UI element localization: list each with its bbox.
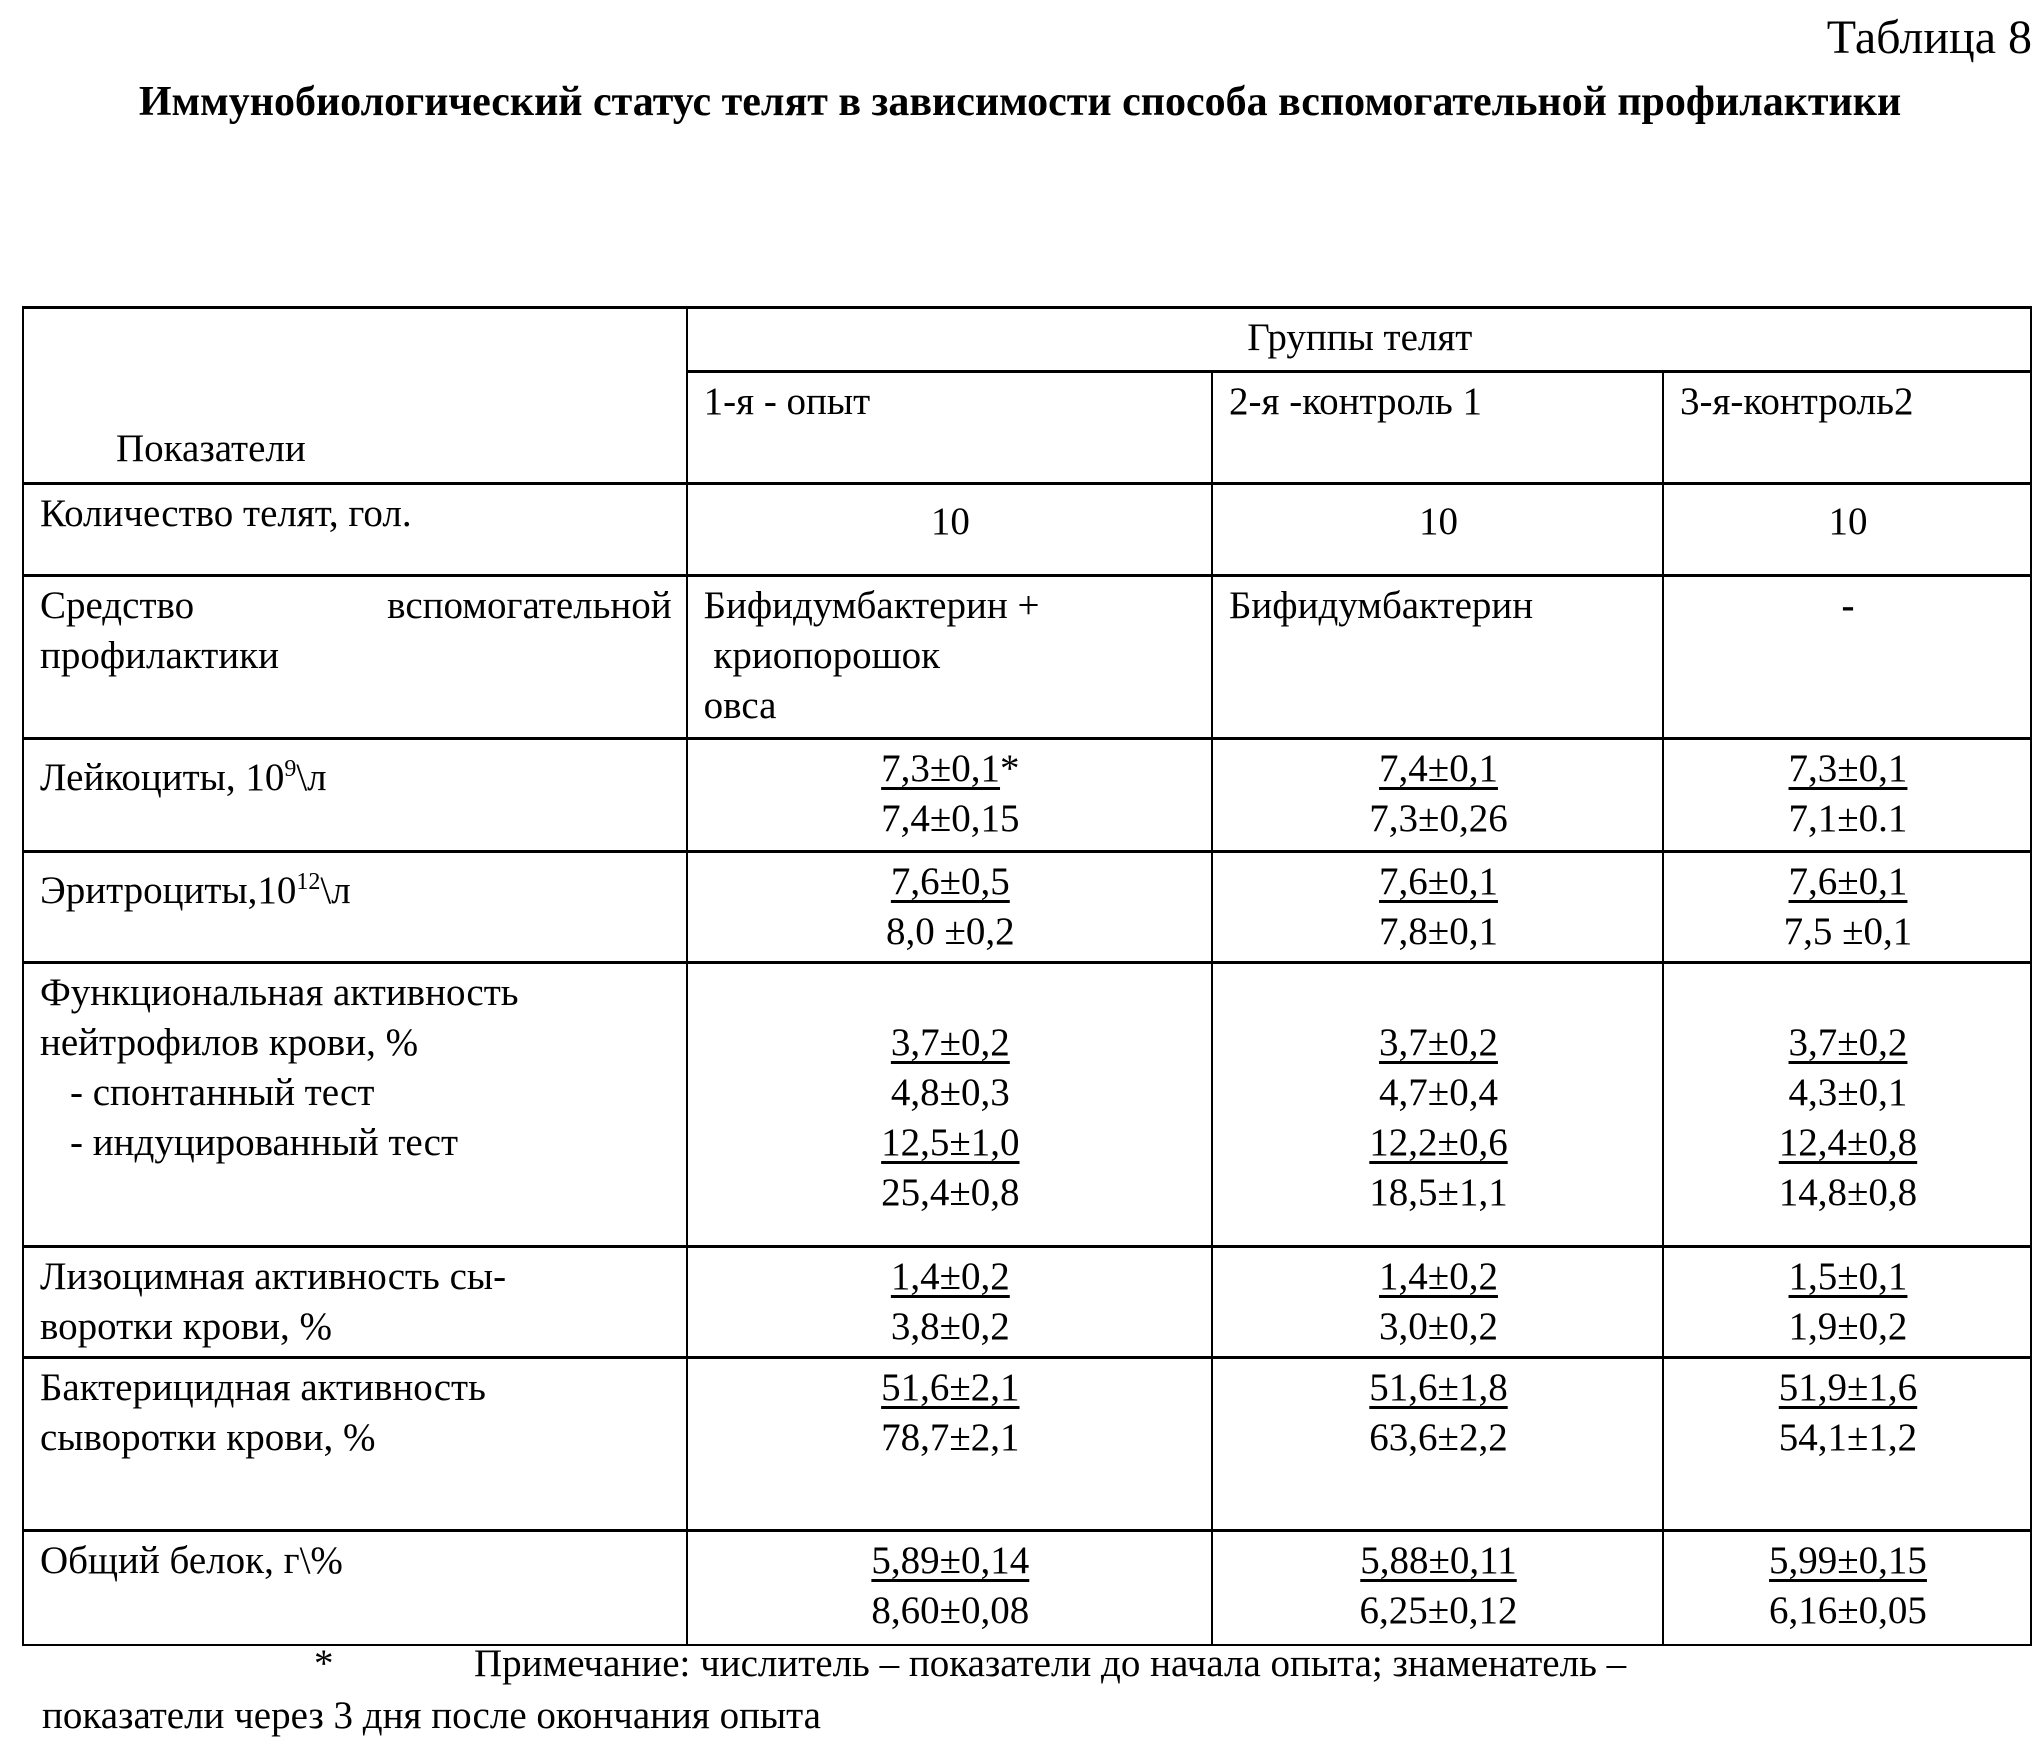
value-before: 51,6±2,1 (881, 1366, 1019, 1409)
value-cell: 10 (687, 484, 1212, 576)
row-leukocytes (23, 739, 2031, 852)
row-label (23, 963, 687, 1247)
value-after: 8,60±0,08 (704, 1586, 1197, 1636)
value-after: 4,8±0,3 (704, 1068, 1197, 1118)
agent-line: Бифидумбактерин + (704, 581, 1197, 631)
value-cell (1212, 739, 1663, 852)
value-after: 8,0 ±0,2 (704, 907, 1197, 957)
value-cell (687, 852, 1212, 963)
value-before: 51,9±1,6 (1779, 1366, 1917, 1409)
value-cell (1212, 576, 1663, 739)
footnote-line-1: Примечание: числитель – показатели до начала опыта; знаменатель – (474, 1642, 1626, 1685)
label-text: Лейкоциты, 10 (40, 756, 284, 799)
label-line: Бактерицидная активность (40, 1363, 672, 1413)
value-after: 7,4±0,15 (704, 794, 1197, 844)
value-cell (1212, 963, 1663, 1247)
label-line: - индуцированный тест (40, 1118, 672, 1168)
agent-line: - (1680, 581, 2016, 631)
value-before: 7,6±0,1 (1379, 860, 1498, 903)
value-before: 5,88±0,11 (1360, 1539, 1516, 1582)
label-line: воротки крови, % (40, 1302, 672, 1352)
header-indicators: Показатели (23, 308, 687, 484)
row-label (23, 1247, 687, 1358)
data-table (22, 306, 2032, 1646)
label-unit: \л (296, 756, 326, 799)
header-group-3: 3-я-контроль2 (1663, 372, 2031, 484)
table-number: Таблица 8 (1827, 10, 2032, 66)
table-title: Иммунобиологический статус телят в зависимости способа вспомогательной профилактики (120, 74, 1920, 130)
value-cell (687, 739, 1212, 852)
footnote-line-2: показатели через 3 дня после окончания опыта (42, 1690, 2002, 1742)
value-before: 3,7±0,2 (1379, 1021, 1498, 1064)
row-label: Количество телят, гол. (23, 484, 687, 576)
header-group-1: 1-я - опыт (687, 372, 1212, 484)
value-cell (1663, 576, 2031, 739)
value-after: 3,0±0,2 (1229, 1302, 1648, 1352)
value-before: 1,5±0,1 (1789, 1255, 1908, 1298)
agent-line: Бифидумбактерин (1229, 581, 1648, 631)
value-cell (1212, 852, 1663, 963)
value-after: 3,8±0,2 (704, 1302, 1197, 1352)
label-line: нейтрофилов крови, % (40, 1018, 672, 1068)
value-cell (1663, 1358, 2031, 1531)
row-lysozyme (23, 1247, 2031, 1358)
header-row-groups (23, 308, 2031, 372)
agent-line: овса (704, 681, 1197, 731)
label-line: Лизоцимная активность сы- (40, 1252, 672, 1302)
footnote (42, 1638, 2002, 1742)
row-protein (23, 1531, 2031, 1645)
value-after: 7,3±0,26 (1229, 794, 1648, 844)
value-before: 1,4±0,2 (1379, 1255, 1498, 1298)
label-line: - спонтанный тест (40, 1068, 672, 1118)
value-after: 54,1±1,2 (1680, 1413, 2016, 1463)
value-after: 6,25±0,12 (1229, 1586, 1648, 1636)
value-after: 63,6±2,2 (1229, 1413, 1648, 1463)
label-sup: 9 (284, 756, 296, 782)
row-label (23, 739, 687, 852)
header-groups: Группы телят (687, 308, 2031, 372)
value-after: 7,1±0.1 (1680, 794, 2016, 844)
value-cell (687, 1247, 1212, 1358)
value-after: 78,7±2,1 (704, 1413, 1197, 1463)
value-cell (1212, 1531, 1663, 1645)
value-before: 7,3±0,1 (881, 747, 1000, 790)
header-group-2: 2-я -контроль 1 (1212, 372, 1663, 484)
significance-mark: * (1000, 747, 1020, 790)
value-before: 7,6±0,1 (1789, 860, 1908, 903)
value-before: 1,4±0,2 (891, 1255, 1010, 1298)
value-after: 7,5 ±0,1 (1680, 907, 2016, 957)
value-before: 5,99±0,15 (1769, 1539, 1927, 1582)
value-after: 14,8±0,8 (1680, 1168, 2016, 1218)
value-cell (1663, 852, 2031, 963)
row-agent (23, 576, 2031, 739)
value-cell (1663, 739, 2031, 852)
row-neutrophils (23, 963, 2031, 1247)
value-before: 7,4±0,1 (1379, 747, 1498, 790)
row-label: Общий белок, г\% (23, 1531, 687, 1645)
value-cell: 10 (1212, 484, 1663, 576)
row-bactericidal (23, 1358, 2031, 1531)
agent-line: криопорошок (704, 631, 1197, 681)
row-label: Средство вспомогательной профилактики (23, 576, 687, 739)
row-label (23, 1358, 687, 1531)
value-after: 4,7±0,4 (1229, 1068, 1648, 1118)
value-before: 3,7±0,2 (1789, 1021, 1908, 1064)
value-cell (1663, 963, 2031, 1247)
footnote-star: * (314, 1638, 474, 1690)
row-erythrocytes (23, 852, 2031, 963)
value-after: 18,5±1,1 (1229, 1168, 1648, 1218)
value-cell (1663, 1531, 2031, 1645)
value-after: 6,16±0,05 (1680, 1586, 2016, 1636)
value-before: 51,6±1,8 (1369, 1366, 1507, 1409)
value-cell: 10 (1663, 484, 2031, 576)
label-text: Эритроциты,10 (40, 869, 296, 912)
value-before: 12,5±1,0 (881, 1121, 1019, 1164)
value-after: 7,8±0,1 (1229, 907, 1648, 957)
value-cell (1663, 1247, 2031, 1358)
row-label (23, 852, 687, 963)
value-after: 4,3±0,1 (1680, 1068, 2016, 1118)
label-line: Функциональная активность (40, 968, 672, 1018)
value-before: 12,4±0,8 (1779, 1121, 1917, 1164)
value-cell (1212, 1247, 1663, 1358)
value-after: 1,9±0,2 (1680, 1302, 2016, 1352)
value-cell (1212, 1358, 1663, 1531)
label-unit: \л (320, 869, 350, 912)
label-sup: 12 (296, 869, 320, 895)
row-count (23, 484, 2031, 576)
value-after: 25,4±0,8 (704, 1168, 1197, 1218)
label-line: сыворотки крови, % (40, 1413, 672, 1463)
value-before: 3,7±0,2 (891, 1021, 1010, 1064)
value-before: 7,3±0,1 (1789, 747, 1908, 790)
value-cell (687, 1531, 1212, 1645)
value-before: 12,2±0,6 (1369, 1121, 1507, 1164)
value-cell (687, 963, 1212, 1247)
value-cell (687, 1358, 1212, 1531)
value-before: 5,89±0,14 (871, 1539, 1029, 1582)
value-before: 7,6±0,5 (891, 860, 1010, 903)
value-cell (687, 576, 1212, 739)
